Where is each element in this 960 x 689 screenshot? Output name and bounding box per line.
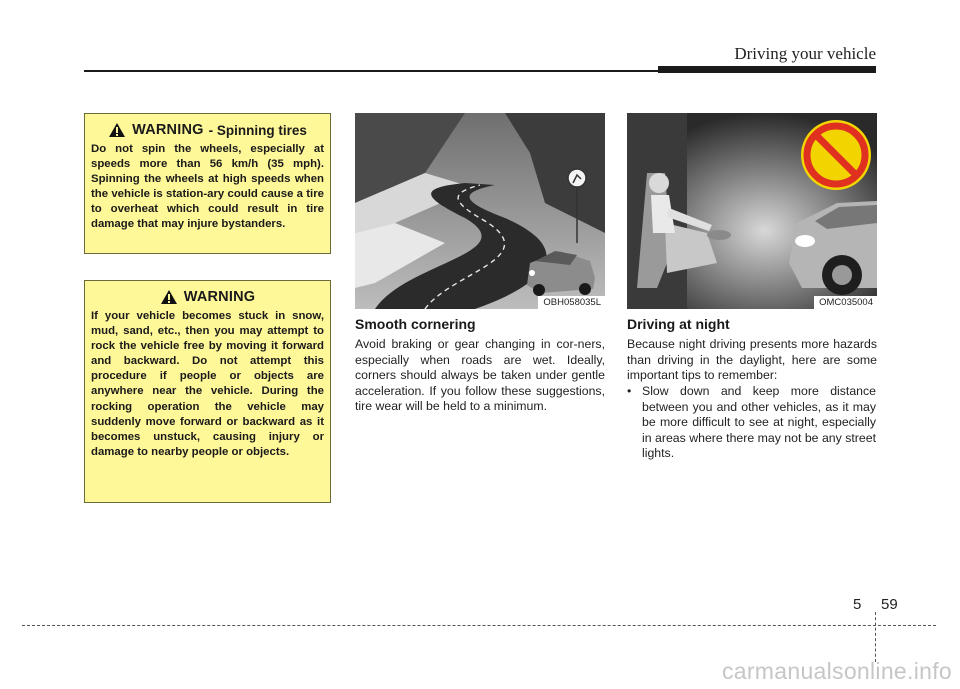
night-body: Because night driving presents more hazards than driving in the daylight, here are some important tips to remember: xyxy=(627,337,877,383)
warning-triangle-icon xyxy=(160,289,178,305)
bullet-dot: • xyxy=(627,384,632,398)
night-driving-illustration xyxy=(627,113,877,309)
image-code: OMC035004 xyxy=(814,296,877,309)
warning-spinning-tires xyxy=(84,113,331,254)
warning-body: If your vehicle becomes stuck in snow, mud, sand, etc., then you may attempt to rock the vehicle free by moving it forward and backward. Do not attempt this procedure if people or objects are anywhere near the vehicle. During the rocking operation the vehicle may suddenly move forward or backward as it becomes unstuck, causing injury or damage to nearby people or objects. xyxy=(91,310,324,458)
warning-title: WARNING xyxy=(132,122,204,138)
header-rule-bold xyxy=(658,66,876,73)
footer-rule xyxy=(22,625,936,626)
chapter-number: 5 xyxy=(853,596,862,613)
warning-subtitle: - Spinning tires xyxy=(208,122,307,138)
section-title: Driving your vehicle xyxy=(734,44,876,63)
warning-triangle-icon xyxy=(108,122,126,138)
cornering-heading: Smooth cornering xyxy=(355,316,476,332)
cornering-body: Avoid braking or gear changing in cor-ners, especially when roads are wet. Ideally, corners should always be taken under gentle acceleration. If you follow these suggestions, tire wear will be held to a minimum. xyxy=(355,337,605,414)
night-heading: Driving at night xyxy=(627,316,730,332)
cornering-illustration xyxy=(355,113,605,309)
footer-divider xyxy=(875,612,876,662)
warning-header xyxy=(91,122,324,138)
watermark: carmanualsonline.info xyxy=(721,658,952,684)
image-code: OBH058035L xyxy=(538,296,605,309)
warning-header xyxy=(91,289,324,305)
night-tip-text: Slow down and keep more distance between you and other vehicles, as it may be more difficult to see at night, especially in areas where there may not be any street lights. xyxy=(642,384,876,461)
warning-stuck-vehicle xyxy=(84,280,331,503)
header-rule xyxy=(84,70,658,72)
warning-body: Do not spin the wheels, especially at speeds more than 56 km/h (35 mph). Spinning the wheels at high speeds when the vehicle is station-ary could cause a tire to overheat which could result in tire damage that may injure bystanders. xyxy=(91,143,324,231)
page-number: 59 xyxy=(881,596,898,613)
warning-title: WARNING xyxy=(183,289,256,305)
